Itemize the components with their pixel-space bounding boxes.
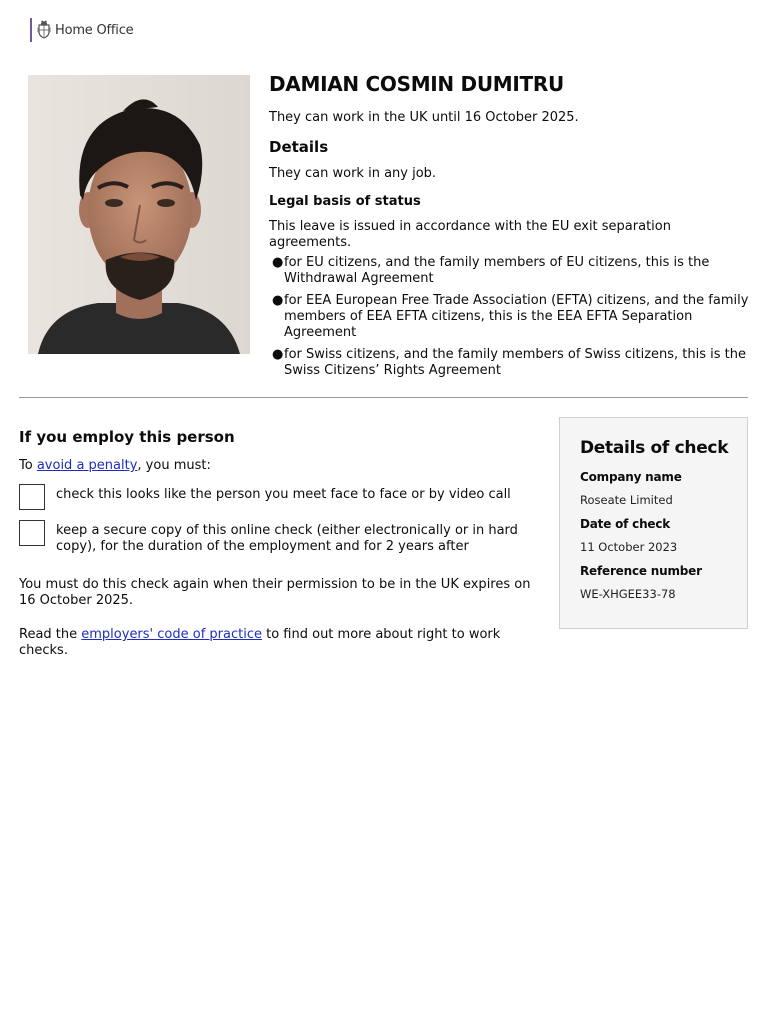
status-info: [269, 72, 749, 385]
code-of-practice-link[interactable]: employers' code of practice: [81, 627, 262, 642]
copy-check-label: keep a secure copy of this online check (either electronically or in hard copy), for the duration of the employment and for 2 years after: [56, 523, 518, 554]
details-of-check-title: Details of check: [580, 438, 729, 458]
recheck-text: You must do this check again when their permission to be in the UK expires on 16 October 2025.: [19, 577, 531, 608]
date-of-check-label: Date of check: [580, 517, 671, 531]
details-of-check-panel: [559, 417, 748, 629]
avoid-penalty-link[interactable]: avoid a penalty: [36, 458, 138, 473]
royal-crest-icon: [37, 20, 51, 40]
employer-section: [19, 428, 544, 659]
list-item: ● for EEA European Free Trade Association (EFTA) citizens, and the family members of EEA EFTA citizens, this is the EEA EFTA Separation Agreement: [272, 293, 749, 340]
legal-basis-list: [269, 255, 749, 379]
section-divider: [19, 397, 748, 398]
company-name-value: Roseate Limited: [580, 493, 673, 507]
code-of-practice-text: Read the employers' code of practice to find out more about right to work checks.: [19, 627, 501, 658]
bullet-icon: ●: [272, 255, 284, 270]
company-name-label: Company name: [580, 470, 682, 484]
employer-heading: If you employ this person: [19, 428, 235, 446]
home-office-brand: Home Office: [55, 22, 134, 38]
details-text: They can work in any job.: [269, 166, 437, 181]
copy-check-checkbox[interactable]: [19, 520, 45, 546]
list-item: ● for EU citizens, and the family members of EU citizens, this is the Withdrawal Agreement: [272, 255, 710, 286]
bullet-icon: ●: [272, 293, 284, 308]
header-brand: [30, 18, 133, 42]
legal-basis-intro: This leave is issued in accordance with the EU exit separation agreements.: [269, 219, 671, 250]
check-item-face: [19, 484, 544, 510]
face-check-checkbox[interactable]: [19, 484, 45, 510]
person-name: DAMIAN COSMIN DUMITRU: [269, 72, 564, 96]
face-check-label: check this looks like the person you meet face to face or by video call: [56, 487, 511, 502]
reference-number-value: WE-XHGEE33-78: [580, 587, 676, 601]
check-item-copy: [19, 520, 544, 555]
work-until-text: They can work in the UK until 16 October 2025.: [269, 110, 579, 125]
person-photo: [28, 75, 250, 354]
list-item: ● for Swiss citizens, and the family members of Swiss citizens, this is the Swiss Citizens’ Rights Agreement: [272, 347, 746, 378]
legal-basis-heading: Legal basis of status: [269, 194, 421, 209]
bullet-icon: ●: [272, 347, 284, 362]
reference-number-label: Reference number: [580, 564, 702, 578]
penalty-intro: To avoid a penalty, you must:: [19, 458, 211, 473]
details-heading: Details: [269, 138, 329, 156]
date-of-check-value: 11 October 2023: [580, 540, 678, 554]
